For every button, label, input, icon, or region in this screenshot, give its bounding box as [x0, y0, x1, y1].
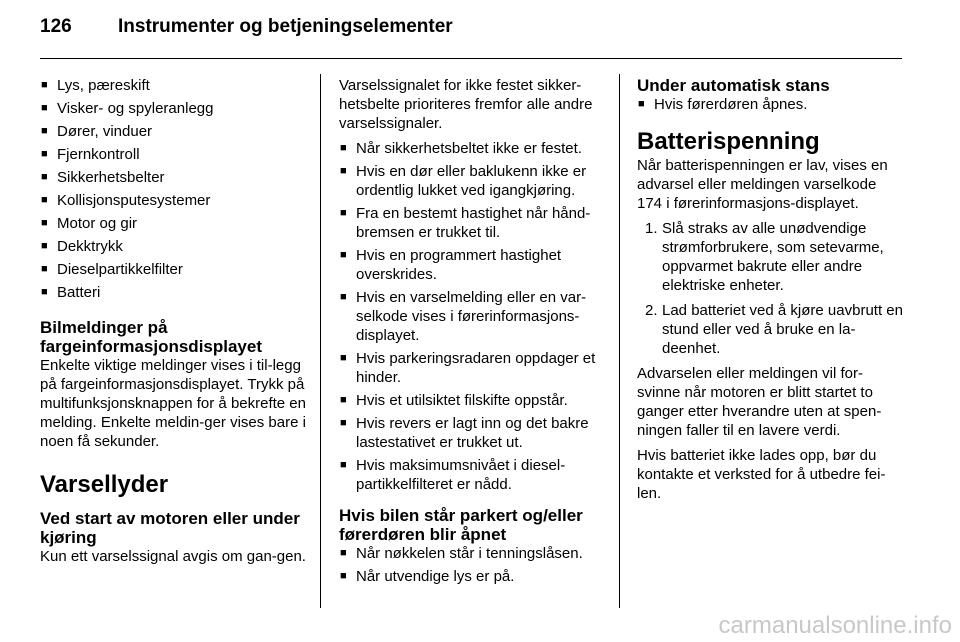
column-2: [339, 76, 605, 590]
paragraph: Hvis batteriet ikke lades opp, bør du kontakte et verksted for å utbedre fei-len.: [637, 447, 886, 502]
list-item: [637, 301, 905, 358]
paragraph: Når batterispenningen er lav, vises en advarsel eller meldingen varselkode 174 i førerinformasjons-displayet.: [637, 157, 888, 212]
heading-automatisk-stans: Under automatisk stans: [637, 76, 830, 95]
list-item: ■ Lys, pæreskift: [40, 76, 306, 95]
list-item: ■ Når sikkerhetsbeltet ikke er festet.: [339, 139, 605, 158]
topic-list: [40, 76, 306, 302]
list-item: ■ Kollisjonsputesystemer: [40, 191, 306, 210]
step-number: 2.: [645, 302, 658, 319]
heading-ved-start: Ved start av motoren eller under kjøring: [40, 509, 300, 547]
warning-list: [339, 139, 605, 494]
paragraph: Enkelte viktige meldinger vises i til-legg på fargeinformasjonsdisplayet. Trykk på multifunksjonsknappen for å bekrefte en melding. Enkelte meldin-ger vises bare i noen få sekunder.: [40, 357, 306, 450]
list-item: ■ Hvis parkeringsradaren oppdager et hinder.: [339, 349, 605, 387]
step-text: Lad batteriet ved å kjøre uavbrutt en stund eller ved å bruke en la-deenhet.: [662, 302, 903, 357]
page-number: 126: [40, 16, 72, 37]
section-varsellyder: Varsellyder: [40, 471, 169, 498]
list-item: ■ Hvis revers er lagt inn og det bakre lastestativet er trukket ut.: [339, 414, 605, 452]
heading-parkert: Hvis bilen står parkert og/eller førerdøren blir åpnet: [339, 506, 583, 544]
parked-list: [339, 544, 605, 586]
list-item: ■ Visker- og spyleranlegg: [40, 99, 306, 118]
paragraph: Advarselen eller meldingen vil for-svinne når motoren er blitt startet to ganger etter hverandre uten at spen-ningen faller til en lavere verdi.: [637, 365, 882, 439]
list-item: ■ Når nøkkelen står i tenningslåsen.: [339, 544, 605, 563]
list-item: ■ Fra en bestemt hastighet når hånd-bremsen er trukket til.: [339, 204, 605, 242]
list-item: ■ Når utvendige lys er på.: [339, 567, 605, 586]
list-item: ■ Dieselpartikkelfilter: [40, 260, 306, 279]
list-item: ■ Sikkerhetsbelter: [40, 168, 306, 187]
list-item: ■ Batteri: [40, 283, 306, 302]
list-item: ■ Fjernkontroll: [40, 145, 306, 164]
heading-bilmeldinger: Bilmeldinger på fargeinformasjonsdisplayet: [40, 318, 263, 356]
column-divider-1: [320, 74, 321, 608]
section-batterispenning: Batterispenning: [637, 128, 820, 155]
header-rule: [40, 58, 902, 59]
list-item: ■ Hvis maksimumsnivået i diesel-partikkelfilteret er nådd.: [339, 456, 605, 494]
list-item: ■ Dekktrykk: [40, 237, 306, 256]
paragraph: Kun ett varselssignal avgis om gan-gen.: [40, 548, 306, 565]
list-item: ■ Hvis en programmert hastighet overskrides.: [339, 246, 605, 284]
column-1: [40, 76, 306, 572]
step-text: Slå straks av alle unødvendige strømforbrukere, som setevarme, oppvarmet bakrute eller andre elektriske enheter.: [662, 220, 884, 294]
step-number: 1.: [645, 220, 658, 237]
list-item: [637, 219, 905, 295]
list-item: ■ Dører, vinduer: [40, 122, 306, 141]
list-item: ■ Hvis en varselmelding eller en var-selkode vises i førerinformasjons-displayet.: [339, 288, 605, 345]
page-header: [40, 16, 453, 38]
watermark: carmanualsonline.info: [718, 612, 952, 639]
list-item: ■ Hvis et utilsiktet filskifte oppstår.: [339, 391, 605, 410]
column-3: [637, 76, 905, 509]
autostop-list: [637, 95, 905, 114]
list-item: ■ Hvis en dør eller baklukenn ikke er ordentlig lukket ved igangkjøring.: [339, 162, 605, 200]
steps-list: [637, 219, 905, 358]
list-item: ■ Hvis førerdøren åpnes.: [637, 95, 905, 114]
list-item: ■ Motor og gir: [40, 214, 306, 233]
page-title: Instrumenter og betjeningselementer: [118, 16, 453, 37]
column-divider-2: [619, 74, 620, 608]
paragraph-intro: Varselssignalet for ikke festet sikker-hetsbelte prioriteres fremfor alle andre varselssignaler.: [339, 77, 593, 132]
